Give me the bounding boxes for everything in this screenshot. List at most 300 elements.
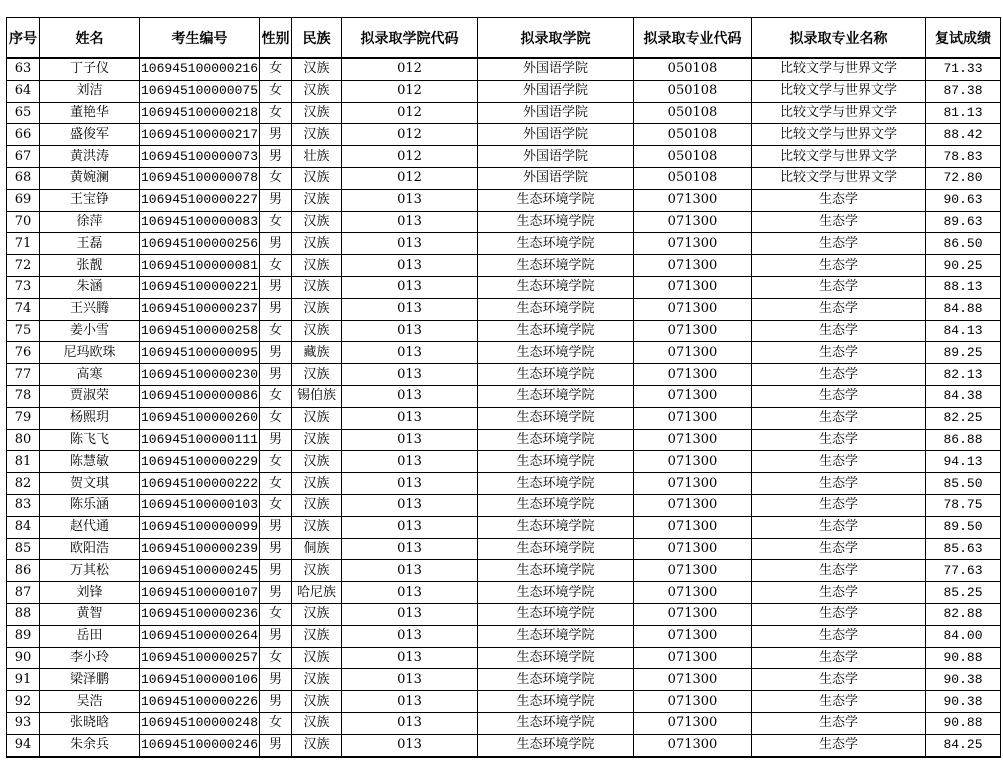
cell-major-code: 071300	[634, 712, 752, 734]
cell-candidate-id: 106945100000083	[140, 211, 260, 233]
cell-score: 90.88	[926, 647, 1001, 669]
cell-candidate-id: 106945100000258	[140, 320, 260, 342]
cell-ethnicity: 汉族	[292, 560, 342, 582]
cell-college-code: 013	[342, 211, 478, 233]
cell-major-name: 生态学	[752, 320, 926, 342]
cell-candidate-id: 106945100000103	[140, 494, 260, 516]
cell-major-name: 生态学	[752, 364, 926, 386]
table-row	[7, 102, 1001, 124]
cell-major-name: 生态学	[752, 582, 926, 604]
table-row	[7, 80, 1001, 102]
cell-ethnicity: 汉族	[292, 124, 342, 146]
table-row	[7, 298, 1001, 320]
cell-gender: 男	[260, 276, 292, 298]
cell-college-code: 012	[342, 58, 478, 80]
cell-ethnicity: 汉族	[292, 516, 342, 538]
cell-major-code: 050108	[634, 146, 752, 168]
table-row	[7, 58, 1001, 80]
cell-score: 90.25	[926, 255, 1001, 277]
cell-score: 72.80	[926, 167, 1001, 189]
cell-major-code: 071300	[634, 560, 752, 582]
cell-college-code: 013	[342, 276, 478, 298]
cell-gender: 男	[260, 734, 292, 756]
cell-college-code: 012	[342, 124, 478, 146]
cell-college-code: 013	[342, 582, 478, 604]
cell-major-code: 071300	[634, 669, 752, 691]
cell-major-name: 生态学	[752, 625, 926, 647]
cell-candidate-id: 106945100000107	[140, 582, 260, 604]
cell-college-code: 013	[342, 255, 478, 277]
cell-major-code: 050108	[634, 167, 752, 189]
cell-seq: 86	[7, 560, 40, 582]
cell-major-name: 生态学	[752, 429, 926, 451]
cell-gender: 男	[260, 233, 292, 255]
cell-gender: 男	[260, 364, 292, 386]
cell-name: 万其松	[40, 560, 140, 582]
cell-name: 赵代通	[40, 516, 140, 538]
cell-score: 88.13	[926, 276, 1001, 298]
cell-score: 90.88	[926, 712, 1001, 734]
cell-major-code: 071300	[634, 582, 752, 604]
cell-name: 王磊	[40, 233, 140, 255]
cell-candidate-id: 106945100000226	[140, 691, 260, 713]
table-row	[7, 276, 1001, 298]
cell-ethnicity: 汉族	[292, 407, 342, 429]
cell-ethnicity: 汉族	[292, 58, 342, 80]
cell-college: 生态环境学院	[478, 320, 634, 342]
cell-major-code: 071300	[634, 691, 752, 713]
cell-major-name: 比较文学与世界文学	[752, 102, 926, 124]
cell-major-name: 生态学	[752, 473, 926, 495]
cell-seq: 70	[7, 211, 40, 233]
cell-major-name: 生态学	[752, 603, 926, 625]
cell-candidate-id: 106945100000086	[140, 385, 260, 407]
cell-major-name: 生态学	[752, 734, 926, 756]
cell-gender: 男	[260, 582, 292, 604]
cell-major-name: 生态学	[752, 407, 926, 429]
cell-gender: 男	[260, 669, 292, 691]
cell-gender: 女	[260, 58, 292, 80]
cell-seq: 83	[7, 494, 40, 516]
cell-college-code: 013	[342, 516, 478, 538]
cell-ethnicity: 汉族	[292, 364, 342, 386]
cell-name: 杨熙玥	[40, 407, 140, 429]
cell-college-code: 012	[342, 146, 478, 168]
cell-major-name: 比较文学与世界文学	[752, 146, 926, 168]
cell-candidate-id: 106945100000260	[140, 407, 260, 429]
cell-ethnicity: 侗族	[292, 538, 342, 560]
cell-seq: 79	[7, 407, 40, 429]
cell-score: 82.25	[926, 407, 1001, 429]
table-row	[7, 146, 1001, 168]
cell-seq: 63	[7, 58, 40, 80]
cell-college-code: 013	[342, 429, 478, 451]
cell-seq: 78	[7, 385, 40, 407]
cell-major-name: 生态学	[752, 560, 926, 582]
cell-name: 黄智	[40, 603, 140, 625]
cell-college: 生态环境学院	[478, 211, 634, 233]
cell-college: 生态环境学院	[478, 538, 634, 560]
cell-score: 90.38	[926, 691, 1001, 713]
cell-gender: 女	[260, 167, 292, 189]
cell-major-name: 生态学	[752, 342, 926, 364]
cell-score: 84.88	[926, 298, 1001, 320]
cell-ethnicity: 汉族	[292, 298, 342, 320]
header-college-code: 拟录取学院代码	[342, 18, 478, 59]
cell-candidate-id: 106945100000257	[140, 647, 260, 669]
cell-major-code: 071300	[634, 407, 752, 429]
header-college: 拟录取学院	[478, 18, 634, 59]
cell-candidate-id: 106945100000111	[140, 429, 260, 451]
table-row	[7, 538, 1001, 560]
cell-seq: 77	[7, 364, 40, 386]
cell-college: 生态环境学院	[478, 364, 634, 386]
cell-major-name: 生态学	[752, 647, 926, 669]
cell-major-code: 071300	[634, 603, 752, 625]
cell-gender: 女	[260, 473, 292, 495]
cell-major-code: 071300	[634, 255, 752, 277]
cell-college: 生态环境学院	[478, 516, 634, 538]
cell-gender: 女	[260, 320, 292, 342]
cell-ethnicity: 汉族	[292, 255, 342, 277]
cell-name: 盛俊军	[40, 124, 140, 146]
cell-major-code: 071300	[634, 473, 752, 495]
cell-score: 78.75	[926, 494, 1001, 516]
cell-ethnicity: 汉族	[292, 276, 342, 298]
cell-seq: 92	[7, 691, 40, 713]
cell-ethnicity: 汉族	[292, 625, 342, 647]
cell-major-code: 071300	[634, 298, 752, 320]
cell-ethnicity: 汉族	[292, 647, 342, 669]
cell-seq: 74	[7, 298, 40, 320]
cell-score: 86.50	[926, 233, 1001, 255]
cell-candidate-id: 106945100000222	[140, 473, 260, 495]
cell-gender: 女	[260, 712, 292, 734]
cell-college-code: 013	[342, 298, 478, 320]
cell-name: 吴浩	[40, 691, 140, 713]
cell-major-code: 071300	[634, 233, 752, 255]
cell-college: 外国语学院	[478, 167, 634, 189]
cell-gender: 男	[260, 560, 292, 582]
cell-score: 81.13	[926, 102, 1001, 124]
cell-score: 82.88	[926, 603, 1001, 625]
cell-college-code: 013	[342, 734, 478, 756]
cell-college: 外国语学院	[478, 58, 634, 80]
cell-major-code: 050108	[634, 124, 752, 146]
cell-ethnicity: 汉族	[292, 320, 342, 342]
cell-major-name: 生态学	[752, 276, 926, 298]
cell-college-code: 013	[342, 385, 478, 407]
cell-major-code: 071300	[634, 516, 752, 538]
cell-college-code: 012	[342, 80, 478, 102]
table-row	[7, 582, 1001, 604]
cell-score: 82.13	[926, 364, 1001, 386]
cell-name: 贺文琪	[40, 473, 140, 495]
cell-name: 陈慧敏	[40, 451, 140, 473]
cell-major-name: 生态学	[752, 516, 926, 538]
table-row	[7, 189, 1001, 211]
cell-candidate-id: 106945100000081	[140, 255, 260, 277]
table-row	[7, 691, 1001, 713]
table-row	[7, 255, 1001, 277]
cell-ethnicity: 汉族	[292, 211, 342, 233]
cell-seq: 84	[7, 516, 40, 538]
header-seq: 序号	[7, 18, 40, 59]
table-row	[7, 429, 1001, 451]
cell-major-code: 071300	[634, 451, 752, 473]
cell-college: 生态环境学院	[478, 407, 634, 429]
cell-gender: 男	[260, 342, 292, 364]
cell-name: 徐萍	[40, 211, 140, 233]
table-row	[7, 385, 1001, 407]
table-row	[7, 712, 1001, 734]
cell-gender: 男	[260, 189, 292, 211]
cell-gender: 女	[260, 603, 292, 625]
cell-seq: 65	[7, 102, 40, 124]
cell-score: 90.63	[926, 189, 1001, 211]
cell-score: 89.25	[926, 342, 1001, 364]
cell-seq: 82	[7, 473, 40, 495]
cell-seq: 67	[7, 146, 40, 168]
cell-score: 88.42	[926, 124, 1001, 146]
cell-major-name: 生态学	[752, 691, 926, 713]
table-row	[7, 473, 1001, 495]
table-row	[7, 516, 1001, 538]
cell-name: 尼玛欧珠	[40, 342, 140, 364]
cell-gender: 女	[260, 102, 292, 124]
cell-score: 90.38	[926, 669, 1001, 691]
cell-name: 陈乐涵	[40, 494, 140, 516]
cell-ethnicity: 藏族	[292, 342, 342, 364]
cell-name: 张晓晗	[40, 712, 140, 734]
table-row	[7, 320, 1001, 342]
cell-candidate-id: 106945100000230	[140, 364, 260, 386]
header-name: 姓名	[40, 18, 140, 59]
cell-gender: 男	[260, 625, 292, 647]
table-row	[7, 167, 1001, 189]
cell-seq: 80	[7, 429, 40, 451]
cell-major-name: 生态学	[752, 669, 926, 691]
cell-name: 董艳华	[40, 102, 140, 124]
cell-candidate-id: 106945100000264	[140, 625, 260, 647]
cell-candidate-id: 106945100000248	[140, 712, 260, 734]
cell-candidate-id: 106945100000095	[140, 342, 260, 364]
cell-candidate-id: 106945100000237	[140, 298, 260, 320]
cell-name: 刘洁	[40, 80, 140, 102]
table-row	[7, 560, 1001, 582]
cell-candidate-id: 106945100000239	[140, 538, 260, 560]
cell-candidate-id: 106945100000229	[140, 451, 260, 473]
cell-candidate-id: 106945100000078	[140, 167, 260, 189]
cell-candidate-id: 106945100000073	[140, 146, 260, 168]
cell-college: 生态环境学院	[478, 342, 634, 364]
cell-ethnicity: 汉族	[292, 451, 342, 473]
cell-major-code: 071300	[634, 364, 752, 386]
cell-college: 生态环境学院	[478, 255, 634, 277]
cell-name: 黄婉澜	[40, 167, 140, 189]
cell-college-code: 013	[342, 473, 478, 495]
cell-score: 94.13	[926, 451, 1001, 473]
cell-seq: 93	[7, 712, 40, 734]
cell-college: 生态环境学院	[478, 582, 634, 604]
cell-name: 岳田	[40, 625, 140, 647]
cell-seq: 85	[7, 538, 40, 560]
cell-college-code: 013	[342, 691, 478, 713]
cell-gender: 男	[260, 124, 292, 146]
cell-candidate-id: 106945100000218	[140, 102, 260, 124]
cell-major-name: 比较文学与世界文学	[752, 80, 926, 102]
cell-name: 丁子仪	[40, 58, 140, 80]
cell-seq: 73	[7, 276, 40, 298]
cell-ethnicity: 汉族	[292, 669, 342, 691]
admission-table	[6, 17, 1001, 758]
cell-name: 贾淑荣	[40, 385, 140, 407]
cell-score: 85.25	[926, 582, 1001, 604]
table-row	[7, 647, 1001, 669]
cell-ethnicity: 汉族	[292, 473, 342, 495]
cell-college: 生态环境学院	[478, 298, 634, 320]
cell-ethnicity: 汉族	[292, 102, 342, 124]
table-row	[7, 603, 1001, 625]
cell-seq: 81	[7, 451, 40, 473]
cell-ethnicity: 汉族	[292, 734, 342, 756]
cell-ethnicity: 哈尼族	[292, 582, 342, 604]
cell-seq: 72	[7, 255, 40, 277]
table-row	[7, 233, 1001, 255]
header-score: 复试成绩	[926, 18, 1001, 59]
cell-major-name: 比较文学与世界文学	[752, 167, 926, 189]
cell-seq: 75	[7, 320, 40, 342]
cell-ethnicity: 汉族	[292, 494, 342, 516]
cell-seq: 89	[7, 625, 40, 647]
cell-major-name: 生态学	[752, 712, 926, 734]
cell-major-name: 生态学	[752, 298, 926, 320]
cell-seq: 66	[7, 124, 40, 146]
cell-score: 85.63	[926, 538, 1001, 560]
cell-major-code: 071300	[634, 385, 752, 407]
cell-college-code: 013	[342, 625, 478, 647]
cell-ethnicity: 壮族	[292, 146, 342, 168]
cell-college: 生态环境学院	[478, 691, 634, 713]
cell-gender: 女	[260, 385, 292, 407]
header-candidate-id: 考生编号	[140, 18, 260, 59]
cell-college: 生态环境学院	[478, 189, 634, 211]
cell-college: 外国语学院	[478, 102, 634, 124]
cell-college-code: 013	[342, 603, 478, 625]
cell-major-code: 071300	[634, 211, 752, 233]
cell-score: 84.38	[926, 385, 1001, 407]
cell-major-name: 生态学	[752, 385, 926, 407]
cell-college-code: 013	[342, 560, 478, 582]
cell-name: 张靓	[40, 255, 140, 277]
cell-seq: 68	[7, 167, 40, 189]
cell-major-code: 071300	[634, 189, 752, 211]
cell-college: 外国语学院	[478, 146, 634, 168]
cell-score: 84.00	[926, 625, 1001, 647]
table-row	[7, 734, 1001, 756]
cell-score: 89.50	[926, 516, 1001, 538]
table-row	[7, 494, 1001, 516]
cell-college-code: 013	[342, 538, 478, 560]
cell-seq: 71	[7, 233, 40, 255]
cell-gender: 女	[260, 451, 292, 473]
cell-college: 生态环境学院	[478, 451, 634, 473]
cell-ethnicity: 汉族	[292, 691, 342, 713]
cell-college: 生态环境学院	[478, 603, 634, 625]
cell-college-code: 013	[342, 669, 478, 691]
header-ethnicity: 民族	[292, 18, 342, 59]
cell-major-name: 生态学	[752, 233, 926, 255]
cell-seq: 94	[7, 734, 40, 756]
cell-major-name: 生态学	[752, 189, 926, 211]
cell-ethnicity: 汉族	[292, 80, 342, 102]
cell-college: 生态环境学院	[478, 560, 634, 582]
cell-seq: 76	[7, 342, 40, 364]
cell-college: 外国语学院	[478, 124, 634, 146]
cell-name: 李小玲	[40, 647, 140, 669]
cell-college: 外国语学院	[478, 80, 634, 102]
table-row	[7, 211, 1001, 233]
cell-college-code: 013	[342, 712, 478, 734]
cell-college: 生态环境学院	[478, 734, 634, 756]
cell-major-code: 071300	[634, 494, 752, 516]
cell-college-code: 013	[342, 233, 478, 255]
cell-major-name: 生态学	[752, 255, 926, 277]
cell-major-name: 生态学	[752, 211, 926, 233]
cell-gender: 女	[260, 647, 292, 669]
cell-gender: 男	[260, 429, 292, 451]
cell-major-code: 071300	[634, 320, 752, 342]
cell-college-code: 013	[342, 364, 478, 386]
cell-name: 陈飞飞	[40, 429, 140, 451]
cell-college: 生态环境学院	[478, 233, 634, 255]
table-row	[7, 342, 1001, 364]
cell-name: 姜小雪	[40, 320, 140, 342]
cell-candidate-id: 106945100000246	[140, 734, 260, 756]
cell-score: 84.13	[926, 320, 1001, 342]
cell-name: 欧阳浩	[40, 538, 140, 560]
cell-candidate-id: 106945100000099	[140, 516, 260, 538]
cell-name: 梁泽鹏	[40, 669, 140, 691]
cell-college: 生态环境学院	[478, 647, 634, 669]
cell-major-name: 生态学	[752, 494, 926, 516]
header-row	[7, 18, 1001, 59]
cell-major-code: 071300	[634, 734, 752, 756]
cell-ethnicity: 汉族	[292, 712, 342, 734]
cell-name: 黄洪涛	[40, 146, 140, 168]
cell-college-code: 013	[342, 189, 478, 211]
cell-gender: 女	[260, 255, 292, 277]
cell-major-name: 比较文学与世界文学	[752, 124, 926, 146]
cell-score: 71.33	[926, 58, 1001, 80]
cell-name: 高寒	[40, 364, 140, 386]
cell-candidate-id: 106945100000106	[140, 669, 260, 691]
cell-college: 生态环境学院	[478, 429, 634, 451]
cell-score: 87.38	[926, 80, 1001, 102]
cell-candidate-id: 106945100000227	[140, 189, 260, 211]
cell-score: 77.63	[926, 560, 1001, 582]
cell-college: 生态环境学院	[478, 625, 634, 647]
cell-gender: 男	[260, 691, 292, 713]
cell-college: 生态环境学院	[478, 712, 634, 734]
header-gender: 性别	[260, 18, 292, 59]
cell-ethnicity: 汉族	[292, 233, 342, 255]
cell-major-code: 050108	[634, 58, 752, 80]
cell-name: 朱余兵	[40, 734, 140, 756]
table-row	[7, 451, 1001, 473]
header-major-code: 拟录取专业代码	[634, 18, 752, 59]
cell-score: 86.88	[926, 429, 1001, 451]
